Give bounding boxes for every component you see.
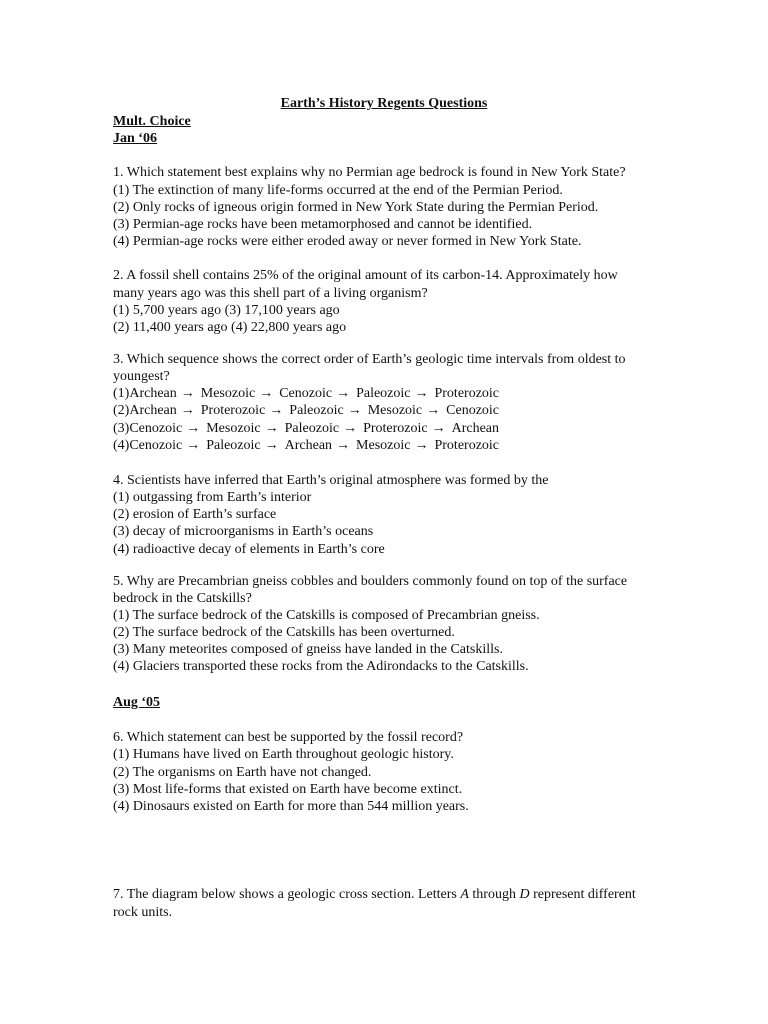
q5-option-1: (1) The surface bedrock of the Catskills is composed of Precambrian gneiss. xyxy=(113,608,540,623)
arrow-right-icon: → xyxy=(180,403,195,418)
q5-option-3: (3) Many meteorites composed of gneiss have landed in the Catskills. xyxy=(113,642,503,657)
q3-era-label: Mesozoic xyxy=(200,386,256,401)
q3-era-label: Cenozoic xyxy=(279,386,333,401)
q3-option-3 xyxy=(113,420,499,437)
arrow-right-icon: → xyxy=(336,386,351,401)
q5-stem-line1: 5. Why are Precambrian gneiss cobbles and boulders commonly found on top of the surface xyxy=(113,574,628,589)
arrow-right-icon: → xyxy=(414,386,429,401)
arrow-right-icon: → xyxy=(264,421,279,436)
q7-stem-text-a: 7. The diagram below shows a geologic cross section. Letters xyxy=(113,887,461,902)
arrow-right-icon: → xyxy=(269,403,284,418)
q3-era-label: Proterozoic xyxy=(434,386,500,401)
q3-era-label: Cenozoic xyxy=(129,421,183,436)
q7-stem-text-b: through xyxy=(468,887,520,902)
q1-option-2: (2) Only rocks of igneous origin formed in New York State during the Permian Period. xyxy=(113,200,599,215)
arrow-right-icon: → xyxy=(426,403,441,418)
q2-stem-line1: 2. A fossil shell contains 25% of the original amount of its carbon-14. Approximately how xyxy=(113,268,618,283)
q4-option-2: (2) erosion of Earth’s surface xyxy=(113,507,277,522)
exam-label-jan06: Jan ‘06 xyxy=(113,131,157,146)
arrow-right-icon: → xyxy=(264,438,279,453)
arrow-right-icon: → xyxy=(336,438,351,453)
section-heading: Mult. Choice xyxy=(113,114,191,129)
q5-option-4: (4) Glaciers transported these rocks from the Adirondacks to the Catskills. xyxy=(113,659,529,674)
q3-era-label: Proterozoic xyxy=(434,438,500,453)
arrow-right-icon: → xyxy=(186,438,201,453)
q6-option-1: (1) Humans have lived on Earth throughout geologic history. xyxy=(113,747,454,762)
q3-era-label: Paleozoic xyxy=(356,386,411,401)
q1-option-1: (1) The extinction of many life-forms occurred at the end of the Permian Period. xyxy=(113,183,563,198)
arrow-right-icon: → xyxy=(347,403,362,418)
q3-era-label: Archean xyxy=(284,438,333,453)
q4-option-3: (3) decay of microorganisms in Earth’s oceans xyxy=(113,524,374,539)
q1-stem: 1. Which statement best explains why no Permian age bedrock is found in New York State? xyxy=(113,165,626,180)
q3-option-2 xyxy=(113,402,499,419)
arrow-right-icon: → xyxy=(343,421,358,436)
q3-option-number: (4) xyxy=(113,438,130,453)
q3-era-label: Proterozoic xyxy=(363,421,428,436)
q3-option-number: (3) xyxy=(113,421,130,436)
q3-era-label: Archean xyxy=(129,386,177,401)
q3-era-label: Paleozoic xyxy=(206,438,261,453)
q5-stem-line2: bedrock in the Catskills? xyxy=(113,591,252,606)
q3-era-label: Cenozoic xyxy=(129,438,183,453)
q2-stem-line2: many years ago was this shell part of a living organism? xyxy=(113,286,428,301)
q3-era-label: Archean xyxy=(129,403,177,418)
q7-stem-line2: rock units. xyxy=(113,905,173,920)
q3-era-label: Mesozoic xyxy=(367,403,423,418)
q2-options-line2: (2) 11,400 years ago (4) 22,800 years ago xyxy=(113,320,347,335)
q4-option-1: (1) outgassing from Earth’s interior xyxy=(113,490,312,505)
document-title: Earth’s History Regents Questions xyxy=(280,96,488,111)
arrow-right-icon: → xyxy=(259,386,274,401)
arrow-right-icon: → xyxy=(431,421,446,436)
q7-stem-text-c: represent different xyxy=(529,887,636,902)
q4-stem: 4. Scientists have inferred that Earth’s original atmosphere was formed by the xyxy=(113,473,549,488)
q6-option-3: (3) Most life-forms that existed on Earth have become extinct. xyxy=(113,782,463,797)
q6-stem: 6. Which statement can best be supported by the fossil record? xyxy=(113,730,464,745)
q3-era-label: Mesozoic xyxy=(356,438,411,453)
q3-era-label: Proterozoic xyxy=(200,403,266,418)
q7-letter-d: D xyxy=(519,887,530,902)
q7-letter-a: A xyxy=(460,887,469,902)
arrow-right-icon: → xyxy=(180,386,195,401)
q7-stem-line1 xyxy=(113,886,636,903)
arrow-right-icon: → xyxy=(186,421,201,436)
q5-option-2: (2) The surface bedrock of the Catskills has been overturned. xyxy=(113,625,455,640)
q3-era-label: Paleozoic xyxy=(289,403,344,418)
q3-option-number: (1) xyxy=(113,386,130,401)
exam-label-aug05: Aug ‘05 xyxy=(113,695,161,710)
q3-stem-line2: youngest? xyxy=(113,369,170,384)
arrow-right-icon: → xyxy=(414,438,429,453)
q6-option-4: (4) Dinosaurs existed on Earth for more than 544 million years. xyxy=(113,799,469,814)
q3-option-1 xyxy=(113,385,499,402)
q1-option-4: (4) Permian-age rocks were either eroded away or never formed in New York State. xyxy=(113,234,582,249)
q3-era-label: Cenozoic xyxy=(446,403,500,418)
q6-option-2: (2) The organisms on Earth have not changed. xyxy=(113,765,372,780)
q3-option-4 xyxy=(113,437,499,454)
q1-option-3: (3) Permian-age rocks have been metamorphosed and cannot be identified. xyxy=(113,217,533,232)
q3-era-label: Archean xyxy=(451,421,500,436)
q3-option-number: (2) xyxy=(113,403,130,418)
q2-options-line1: (1) 5,700 years ago (3) 17,100 years ago xyxy=(113,303,340,318)
q3-stem-line1: 3. Which sequence shows the correct order of Earth’s geologic time intervals from oldest to xyxy=(113,352,626,367)
q3-era-label: Paleozoic xyxy=(284,421,340,436)
q3-era-label: Mesozoic xyxy=(206,421,261,436)
q4-option-4: (4) radioactive decay of elements in Earth’s core xyxy=(113,542,385,557)
